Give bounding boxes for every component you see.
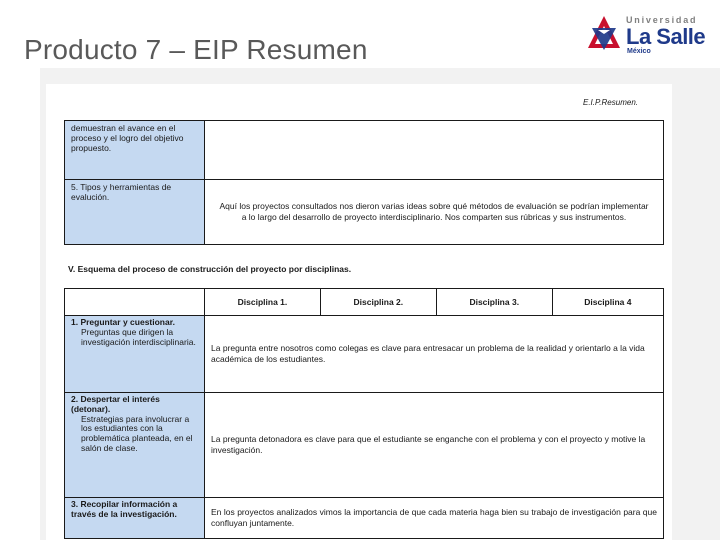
- logo-country: México: [627, 48, 651, 55]
- header-discipline-1: Disciplina 1.: [205, 289, 321, 316]
- discipline-table: [64, 288, 664, 539]
- table-row: [65, 316, 664, 393]
- row-label: [65, 393, 205, 498]
- header-discipline-4: Disciplina 4: [552, 289, 663, 316]
- row-content: [205, 121, 664, 180]
- table-row: [65, 393, 664, 498]
- logo-name: La Salle: [626, 24, 706, 49]
- row-content: La pregunta entre nosotros como colegas es clave para entresacar un problema de la realidad y orientarlo a la vida académica de los estudiantes.: [205, 316, 664, 393]
- row-detail: Estrategias para involucrar a los estudiantes con la problemática planteada, en el salón de clase.: [81, 413, 193, 453]
- la-salle-star-icon: [586, 14, 622, 54]
- row-label: [65, 316, 205, 393]
- row-content: En los proyectos analizados vimos la importancia de que cada materia haga bien su trabajo de investigación para que confluyan juntamente.: [205, 498, 664, 539]
- table-header-row: [65, 289, 664, 316]
- row-content: La pregunta detonadora es clave para que el estudiante se enganche con el problema y con el proyecto y motive la investigación.: [205, 393, 664, 498]
- document-page: [46, 84, 672, 540]
- row-detail: Preguntas que dirigen la investigación interdisciplinaria.: [81, 326, 196, 347]
- table-row: [65, 180, 664, 245]
- header-discipline-3: Disciplina 3.: [436, 289, 552, 316]
- logo-universidad: Universidad: [626, 15, 698, 25]
- header-discipline-2: Disciplina 2.: [320, 289, 436, 316]
- table-row: [65, 121, 664, 180]
- section-title: V. Esquema del proceso de construcción del proyecto por disciplinas.: [68, 264, 352, 274]
- evaluation-table: [64, 120, 664, 245]
- row-label: demuestran el avance en el proceso y el logro del objetivo propuesto.: [65, 121, 205, 180]
- header-corner: [65, 289, 205, 316]
- la-salle-logo: [586, 12, 706, 60]
- row-title: 1. Preguntar y cuestionar.: [71, 317, 175, 327]
- slide-title: Producto 7 – EIP Resumen: [24, 34, 368, 65]
- row-label: [65, 498, 205, 539]
- row-content: Aquí los proyectos consultados nos dieron varias ideas sobre qué métodos de evaluación se podrían implementar a lo largo del desarrollo de proyecto interdisciplinario. Nos comparten sus rúbricas y sus instrumentos.: [205, 180, 664, 245]
- row-label: 5. Tipos y herramientas de evalución.: [65, 180, 205, 245]
- row-title: 2. Despertar el interés (detonar).: [71, 394, 160, 414]
- row-title: 3. Recopilar información a través de la investigación.: [71, 499, 178, 519]
- table-row: [65, 498, 664, 539]
- document-header-note: E.I.P.Resumen.: [583, 98, 638, 107]
